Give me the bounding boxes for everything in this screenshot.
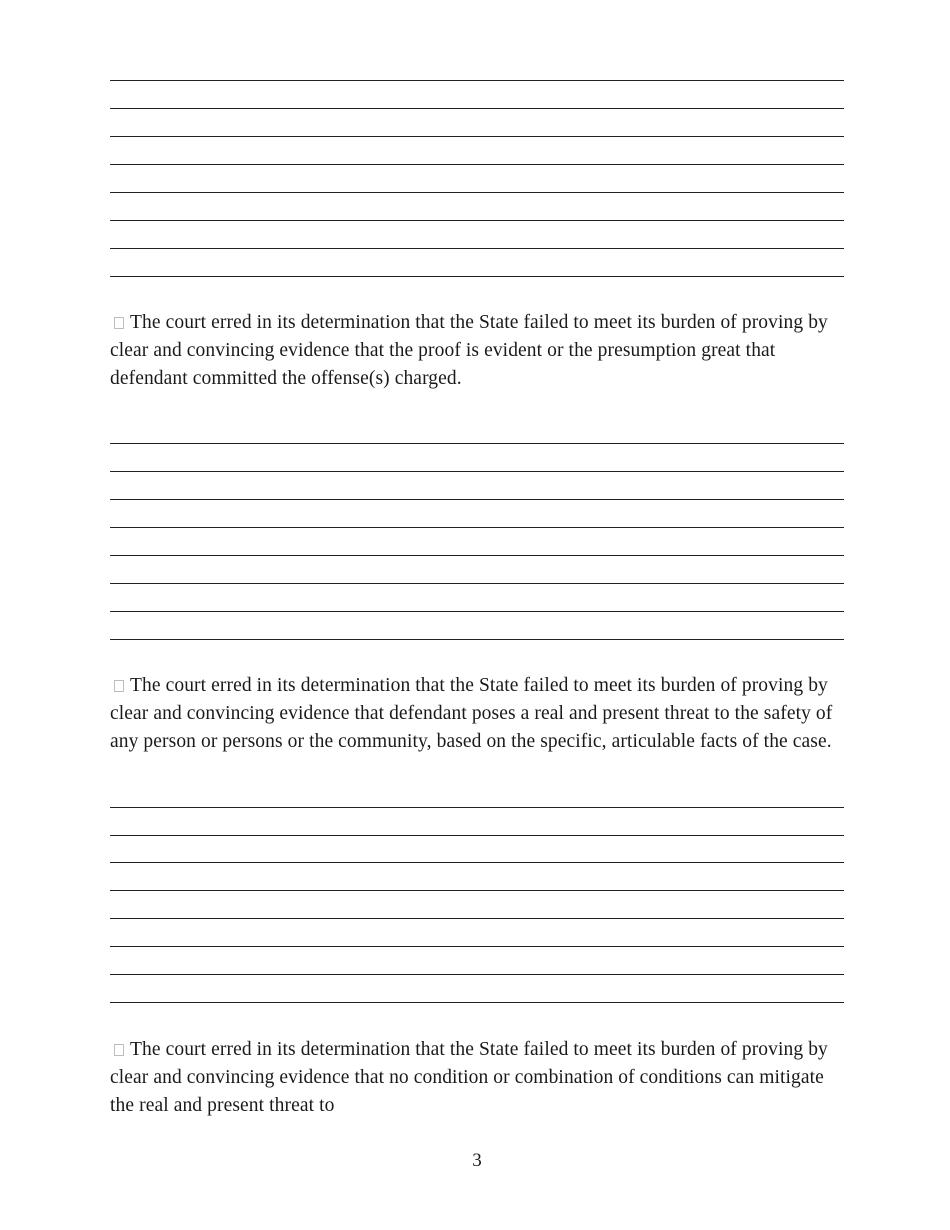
writing-line	[110, 220, 844, 221]
checkbox-proof-evident[interactable]	[114, 317, 124, 329]
writing-line	[110, 136, 844, 137]
writing-line[interactable]	[110, 890, 844, 891]
writing-line	[110, 80, 844, 81]
writing-line	[110, 192, 844, 193]
checkbox-no-condition-mitigate[interactable]	[114, 1044, 124, 1056]
writing-line[interactable]	[110, 862, 844, 863]
writing-line[interactable]	[110, 807, 844, 808]
claim-text: The court erred in its determination that the State failed to meet its burden of proving by clear and convincing evidence that defendant poses a real and present threat to the safety of any person or persons or the community, based on the specific, articulable facts of the case.	[110, 675, 833, 752]
writing-line	[110, 108, 844, 109]
writing-line[interactable]	[110, 499, 844, 500]
writing-line[interactable]	[110, 471, 844, 472]
writing-line[interactable]	[110, 583, 844, 584]
writing-line[interactable]	[110, 611, 844, 612]
writing-line[interactable]	[110, 443, 844, 444]
writing-line	[110, 164, 844, 165]
writing-line[interactable]	[110, 1002, 844, 1003]
writing-line[interactable]	[110, 835, 844, 836]
writing-line[interactable]	[110, 555, 844, 556]
claim-text: The court erred in its determination that the State failed to meet its burden of proving by clear and convincing evidence that no condition or combination of conditions can mitigate the real and present threat to	[110, 1039, 828, 1116]
writing-line	[110, 276, 844, 277]
error-claim-proof-evident	[110, 309, 850, 393]
error-claim-no-condition-mitigate	[110, 1036, 850, 1120]
claim-text: The court erred in its determination that the State failed to meet its burden of proving by clear and convincing evidence that the proof is evident or the presumption great that defendant committed the offense(s) charged.	[110, 312, 828, 389]
writing-line[interactable]	[110, 946, 844, 947]
writing-line[interactable]	[110, 639, 844, 640]
page-number: 3	[472, 1150, 482, 1171]
writing-line[interactable]	[110, 527, 844, 528]
writing-line	[110, 248, 844, 249]
writing-line[interactable]	[110, 918, 844, 919]
error-claim-real-present-threat	[110, 672, 850, 756]
writing-line[interactable]	[110, 974, 844, 975]
checkbox-real-present-threat[interactable]	[114, 680, 124, 692]
